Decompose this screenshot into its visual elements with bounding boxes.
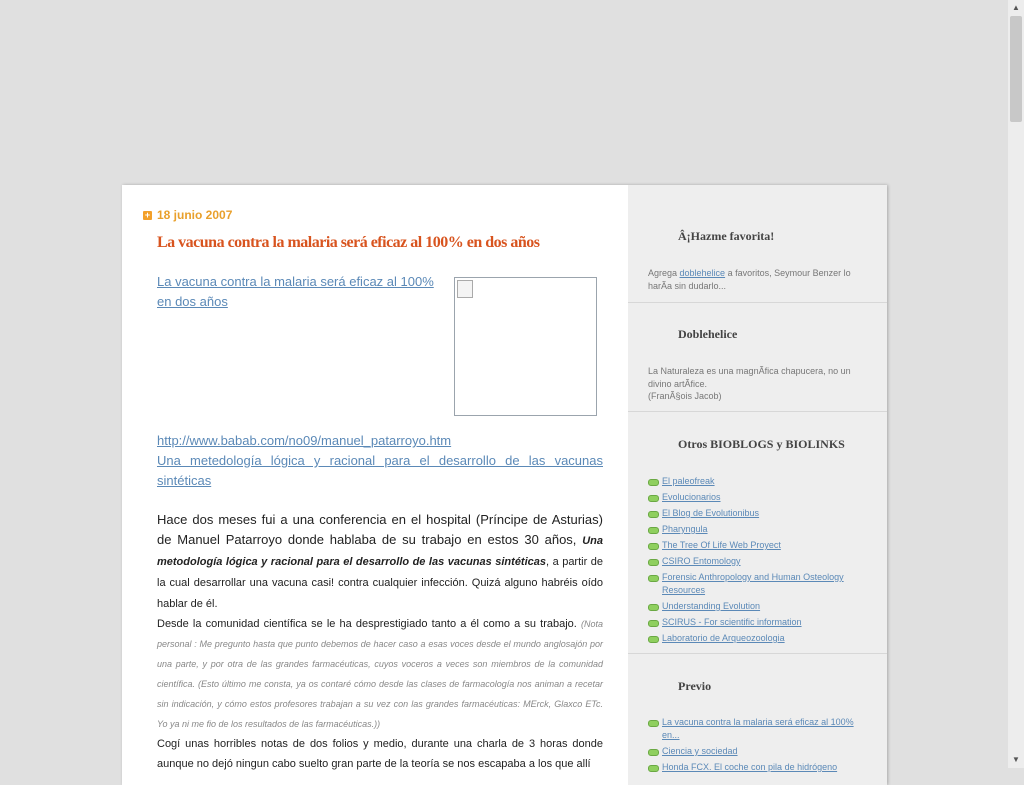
post-date-text: 18 junio 2007 (157, 208, 233, 222)
previo-title: Previo (678, 679, 712, 693)
article-link[interactable]: La vacuna contra la malaria será eficaz al 100% en dos años (157, 274, 434, 309)
scroll-up-arrow-icon[interactable]: ▲ (1008, 0, 1024, 16)
bullet-icon (648, 559, 659, 566)
doblehelice-title: Doblehelice (678, 327, 738, 341)
list-item (648, 745, 873, 758)
list-item (648, 632, 873, 645)
paragraph-1-start: Hace dos meses fui a una conferencia en el hospital (Príncipe de Asturias) de Manuel Patarroyo donde hablaba de su trabajo en estos 30 años, (157, 512, 603, 547)
bioblog-link[interactable]: Forensic Anthropology and Human Osteology Resources (662, 572, 844, 595)
blog-page (122, 185, 887, 785)
list-item (648, 507, 873, 520)
post-image[interactable] (454, 277, 597, 416)
bullet-icon (648, 765, 659, 772)
favorite-text-after: a favoritos, Seymour Benzer lo harÃa sin dudarlo... (648, 268, 851, 291)
paragraph-2 (157, 614, 603, 734)
doblehelice-section (628, 303, 887, 412)
paragraph-1-end: , a partir de la cual desarrollar una vacuna casi! contra cualquier infección. Quizá alguno habréis oído hablar de él. (157, 556, 603, 610)
post-date (143, 208, 232, 222)
doblehelice-link[interactable]: doblehelice (679, 268, 726, 278)
quote-text: La Naturaleza es una magnÃfica chapucera, no un divino artÃfice. (648, 366, 851, 389)
bioblog-link[interactable]: Pharyngula (662, 524, 708, 534)
bullet-icon (648, 511, 659, 518)
url-link[interactable]: http://www.babab.com/no09/manuel_patarroyo.htm (157, 433, 452, 448)
bullet-icon (648, 604, 659, 611)
bullet-icon (648, 495, 659, 502)
scroll-down-arrow-icon[interactable]: ▼ (1008, 752, 1024, 768)
paragraph-1-emphasis: Una metodología lógica y racional para el desarrollo de las vacunas sintéticas (157, 535, 603, 568)
vertical-scrollbar[interactable] (1008, 0, 1024, 768)
bullet-icon (648, 749, 659, 756)
paragraph-2-note: (Nota personal : Me pregunto hasta que punto debemos de hacer caso a esas voces desde el mundo anglosajón por una parte, y por otra de las grandes farmacéuticas, cuyos voceros a veces son miembros de la comunidad científica. (Esto último me consta, ya os contaré cómo desde las clases de farmacología nos animan a recetar sin indicación, y cómo estos profesores trabajan a su vez con las grandes farmacéuticas: MErck, Glaxco ETc. Yo ya ni me fio de los resultados de las farmacéuticas.)) (157, 619, 603, 729)
list-item (648, 600, 873, 613)
list-item (648, 491, 873, 504)
list-item (648, 523, 873, 536)
bioblogs-list (648, 475, 873, 648)
paragraph-2-start: Desde la comunidad científica se le ha desprestigiado tanto a él como a su trabajo. (157, 618, 581, 630)
previo-link[interactable]: La vacuna contra la malaria será eficaz al 100% en... (662, 717, 854, 740)
collapse-icon[interactable]: + (144, 209, 151, 220)
paragraph-1 (157, 510, 603, 614)
main-column (122, 185, 628, 785)
list-item (648, 555, 873, 568)
broken-image-icon (457, 280, 473, 298)
previo-link[interactable]: Ciencia y sociedad (662, 746, 738, 756)
favorite-title: Â¡Hazme favorita! (678, 229, 775, 243)
bullet-icon (648, 575, 659, 582)
post-body (157, 510, 603, 774)
list-item (648, 716, 873, 742)
bioblog-link[interactable]: SCIRUS - For scientific information (662, 617, 802, 627)
favorite-text-before: Agrega (648, 268, 680, 278)
bioblog-link[interactable]: El paleofreak (662, 476, 715, 486)
quote-author: (FranÃ§ois Jacob) (648, 391, 722, 401)
favorite-text (648, 267, 868, 292)
sidebar (628, 185, 887, 785)
bioblog-link[interactable]: CSIRO Entomology (662, 556, 741, 566)
doblehelice-quote (648, 365, 868, 403)
article-link-title (157, 272, 442, 312)
previo-section (628, 654, 887, 785)
list-item (648, 475, 873, 488)
bullet-icon (648, 543, 659, 550)
list-item (648, 616, 873, 629)
scroll-thumb[interactable] (1010, 16, 1022, 122)
bullet-icon (648, 620, 659, 627)
bioblog-link[interactable]: Evolucionarios (662, 492, 721, 502)
favorite-section (628, 185, 887, 303)
bullet-icon (648, 720, 659, 727)
bioblog-link[interactable]: El Blog de Evolutionibus (662, 508, 760, 518)
previo-link[interactable]: Honda FCX. El coche con pila de hidrógeno (662, 762, 838, 772)
bullet-icon (648, 479, 659, 486)
list-item (648, 571, 873, 597)
bullet-icon (648, 527, 659, 534)
paragraph-3: Cogí unas horribles notas de dos folios y medio, durante una charla de 3 horas donde aunque no dejó ningun cabo suelto gran parte de la teoría se nos escapaba a los que allí (157, 738, 603, 770)
list-item (648, 539, 873, 552)
bioblogs-title: Otros BIOBLOGS y BIOLINKS (678, 437, 845, 451)
methodology-link[interactable]: Una metedología lógica y racional para el desarrollo de las vacunas sintéticas (157, 453, 603, 488)
url-link-container (157, 431, 603, 491)
post-title: La vacuna contra la malaria será eficaz al 100% en dos años (157, 234, 540, 251)
bioblogs-section (628, 412, 887, 654)
bioblog-link[interactable]: Laboratorio de Arqueozoologia (662, 633, 785, 643)
bioblog-link[interactable]: The Tree Of Life Web Proyect (662, 540, 781, 550)
bullet-icon (648, 636, 659, 643)
bioblog-link[interactable]: Understanding Evolution (662, 601, 761, 611)
